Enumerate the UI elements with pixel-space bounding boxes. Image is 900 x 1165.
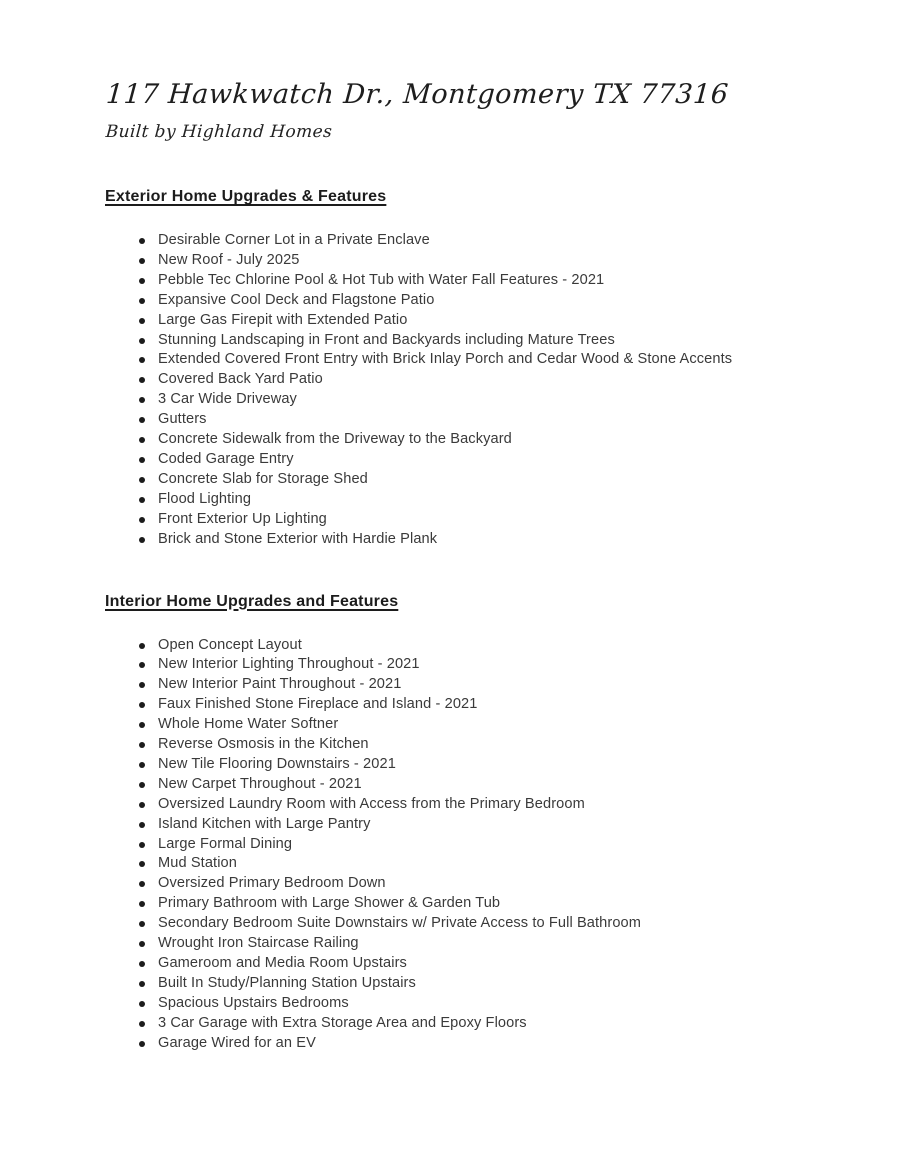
list-item: Large Gas Firepit with Extended Patio	[158, 311, 795, 331]
list-item: Extended Covered Front Entry with Brick Inlay Porch and Cedar Wood & Stone Accents	[158, 350, 795, 370]
list-item: 3 Car Wide Driveway	[158, 390, 795, 410]
list-item: Gutters	[158, 410, 795, 430]
list-item: Garage Wired for an EV	[158, 1034, 795, 1054]
list-item: Flood Lighting	[158, 490, 795, 510]
list-item: Covered Back Yard Patio	[158, 370, 795, 390]
list-item: Built In Study/Planning Station Upstairs	[158, 974, 795, 994]
list-item: Faux Finished Stone Fireplace and Island - 2021	[158, 695, 795, 715]
list-item: Oversized Laundry Room with Access from the Primary Bedroom	[158, 795, 795, 815]
list-item: Large Formal Dining	[158, 835, 795, 855]
interior-features-list	[105, 636, 795, 1054]
section-heading-interior: Interior Home Upgrades and Features	[105, 592, 399, 610]
list-item: New Interior Paint Throughout - 2021	[158, 675, 795, 695]
section-exterior	[105, 188, 795, 550]
list-item: Mud Station	[158, 854, 795, 874]
list-item: Secondary Bedroom Suite Downstairs w/ Private Access to Full Bathroom	[158, 914, 795, 934]
section-interior	[105, 593, 795, 1054]
list-item: 3 Car Garage with Extra Storage Area and Epoxy Floors	[158, 1014, 795, 1034]
list-item: Stunning Landscaping in Front and Backyards including Mature Trees	[158, 331, 795, 351]
list-item: Wrought Iron Staircase Railing	[158, 934, 795, 954]
list-item: New Carpet Throughout - 2021	[158, 775, 795, 795]
list-item: Island Kitchen with Large Pantry	[158, 815, 795, 835]
page-subtitle: Built by Highland Homes	[105, 122, 333, 142]
list-item: Desirable Corner Lot in a Private Enclave	[158, 231, 795, 251]
list-item: New Tile Flooring Downstairs - 2021	[158, 755, 795, 775]
list-item: Front Exterior Up Lighting	[158, 510, 795, 530]
section-heading-exterior: Exterior Home Upgrades & Features	[105, 188, 387, 205]
list-item: Expansive Cool Deck and Flagstone Patio	[158, 291, 795, 311]
list-item: Primary Bathroom with Large Shower & Garden Tub	[158, 894, 795, 914]
list-item: Whole Home Water Softner	[158, 715, 795, 735]
list-item: Reverse Osmosis in the Kitchen	[158, 735, 795, 755]
list-item: Oversized Primary Bedroom Down	[158, 874, 795, 894]
list-item: Concrete Sidewalk from the Driveway to the Backyard	[158, 430, 795, 450]
list-item: Coded Garage Entry	[158, 450, 795, 470]
list-item: Concrete Slab for Storage Shed	[158, 470, 795, 490]
list-item: Brick and Stone Exterior with Hardie Plank	[158, 530, 795, 550]
list-item: New Roof - July 2025	[158, 251, 795, 271]
exterior-features-list	[105, 231, 795, 550]
list-item: Open Concept Layout	[158, 636, 795, 656]
list-item: New Interior Lighting Throughout - 2021	[158, 655, 795, 675]
list-item: Spacious Upstairs Bedrooms	[158, 994, 795, 1014]
page-title: 117 Hawkwatch Dr., Montgomery TX 77316	[105, 79, 730, 110]
list-item: Gameroom and Media Room Upstairs	[158, 954, 795, 974]
list-item: Pebble Tec Chlorine Pool & Hot Tub with Water Fall Features - 2021	[158, 271, 795, 291]
